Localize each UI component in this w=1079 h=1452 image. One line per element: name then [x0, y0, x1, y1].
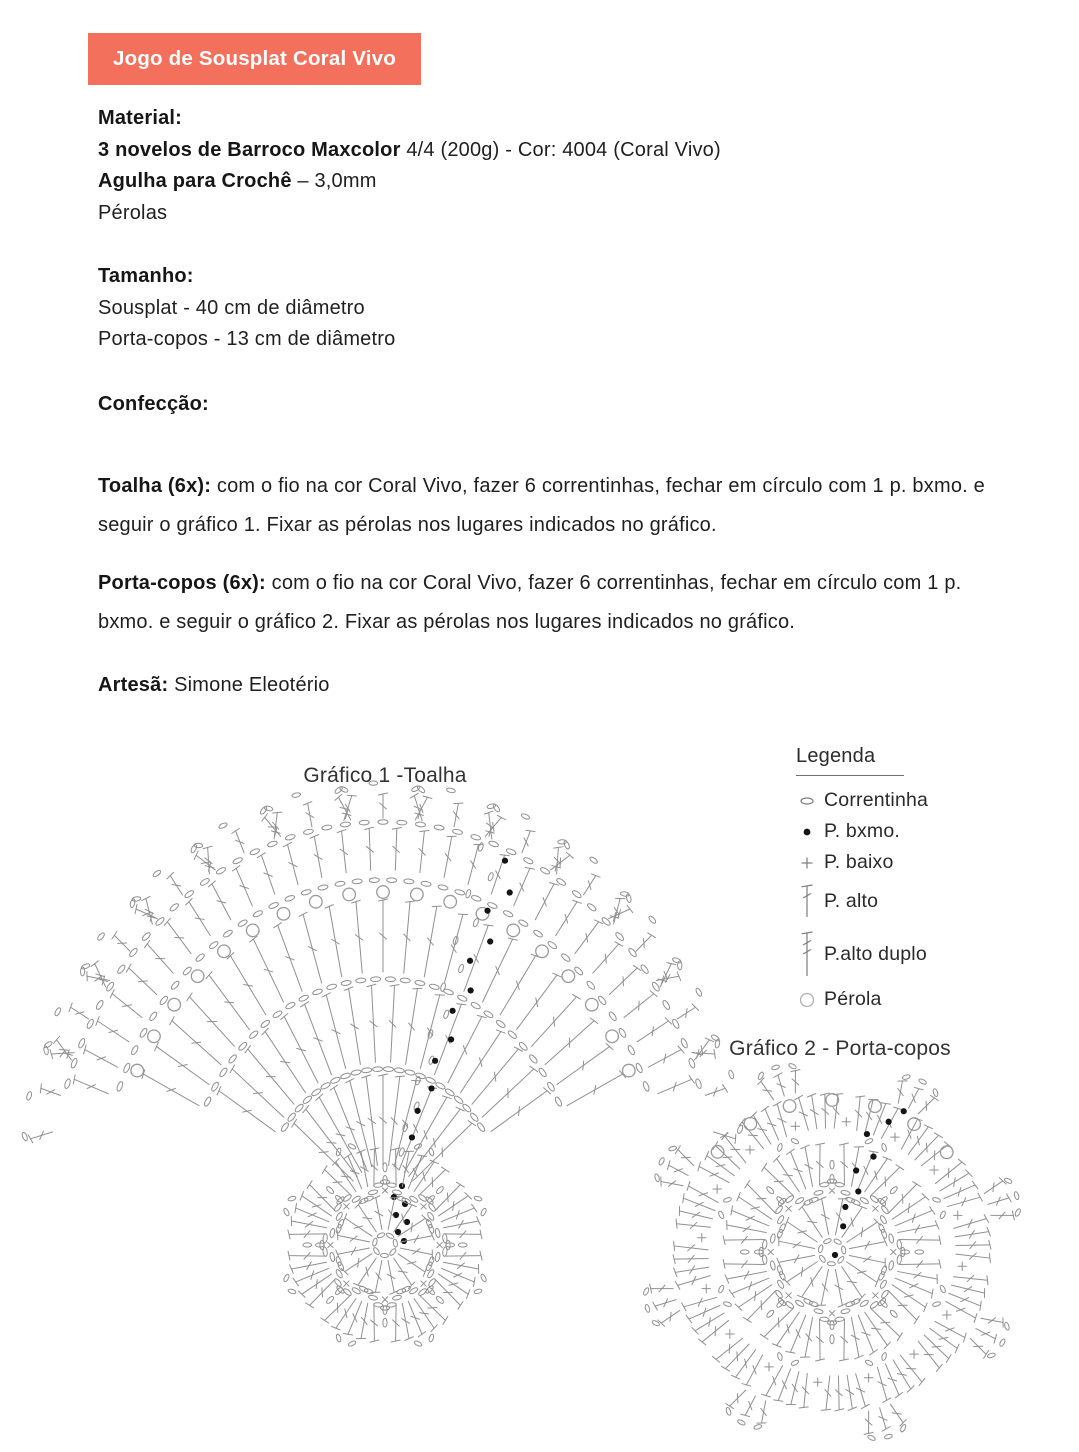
- slip-stitch-icon: [796, 826, 818, 838]
- size-heading: Tamanho:: [98, 265, 194, 287]
- title-badge: [88, 33, 421, 85]
- pearl-icon: [796, 991, 818, 1009]
- confection-heading: Confecção:: [98, 393, 209, 415]
- material-heading: Material:: [98, 107, 183, 129]
- grafico-1-title: Gráfico 1 -Toalha: [303, 764, 467, 787]
- legend-item: Correntinha: [796, 789, 1026, 812]
- legend-item: P. baixo: [796, 851, 1026, 874]
- double-crochet-icon: [796, 882, 818, 920]
- legend-item: P. bxmo.: [796, 820, 1026, 843]
- legend-panel: [796, 745, 1026, 1019]
- grafico-2-title: Gráfico 2 - Porta-copos: [729, 1037, 951, 1060]
- towel-instructions: Toalha (6x): com o fio na cor Coral Vivo, fazer 6 correntinhas, fechar em círculo com 1 p. bxmo. e seguir o gráfico 1. Fixar as pérolas nos lugares indicados no gráfico.: [98, 475, 985, 536]
- legend-title: Legenda: [796, 745, 904, 776]
- material-section: [98, 103, 721, 229]
- material-line: Pérolas: [98, 201, 168, 224]
- confection-heading-block: [98, 389, 209, 421]
- material-line: Agulha para Crochê – 3,0mm: [98, 170, 377, 192]
- legend-item: P. alto: [796, 882, 1026, 920]
- legend-item: P.alto duplo: [796, 928, 1026, 980]
- artisan-credit: Artesã: Simone Eleotério: [98, 674, 330, 696]
- chain-stitch-icon: [796, 795, 818, 807]
- size-line: Porta-copos - 13 cm de diâmetro: [98, 328, 396, 350]
- legend-item: Pérola: [796, 988, 1026, 1011]
- material-line: 3 novelos de Barroco Maxcolor 4/4 (200g) - Cor: 4004 (Coral Vivo): [98, 138, 721, 161]
- treble-crochet-icon: [796, 928, 818, 980]
- coaster-instructions: Porta-copos (6x): com o fio na cor Coral Vivo, fazer 6 correntinhas, fechar em círculo com 1 p. bxmo. e seguir o gráfico 2. Fixar as pérolas nos lugares indicados no gráfico.: [98, 572, 962, 633]
- single-crochet-icon: [796, 856, 818, 870]
- page-title: Jogo de Sousplat Coral Vivo: [113, 47, 396, 70]
- grafico-2-diagram: [630, 1056, 1070, 1452]
- size-section: [98, 261, 395, 356]
- size-line: Sousplat - 40 cm de diâmetro: [98, 296, 365, 319]
